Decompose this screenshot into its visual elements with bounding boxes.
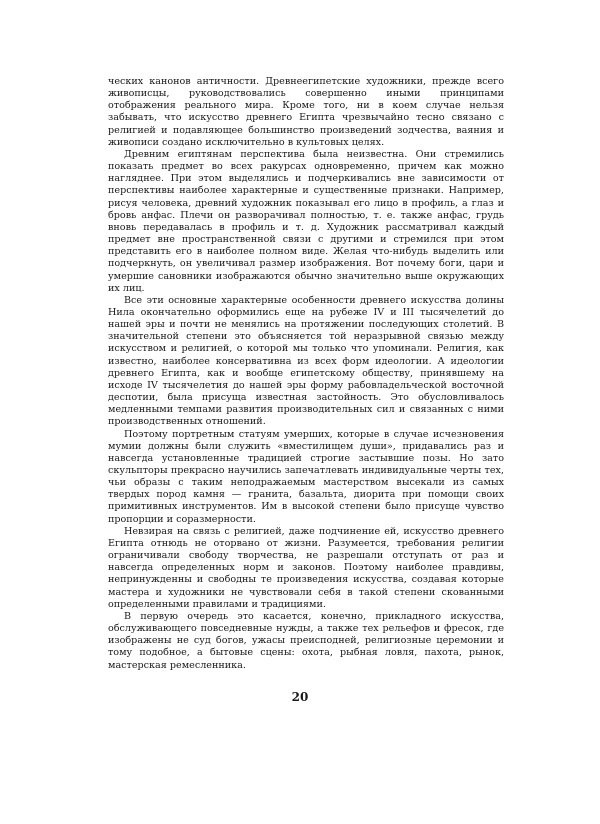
page-number: 20	[291, 690, 309, 704]
paragraph-3: Все эти основные характерные особенности древнего искусства долины Нила окончательно оформились еще на рубеже IV и III тысячелетий до нашей эры и почти не менялись на протяжении последующих столетий. В значительной степени это объясняется той неразрывной связью между искусством и религией, о которой мы только что упоминали. Религия, как известно, наиболее консервативна из всех форм идеологии. А идеологии древнего Египта, как и вообще египетскому обществу, принявшему на исходе IV тысячелетия до нашей эры форму рабовладельческой восточной деспотии, была присуща известная застойность. Это обусловливалось медленными темпами развития производительных сил и связанных с ними производственных отношений.	[108, 294, 504, 428]
paragraph-6: В первую очередь это касается, конечно, прикладного искусства, обслуживающего повседневные нужды, а также тех рельефов и фресок, где изображены не суд богов, ужасы преисподней, религиозные церемонии и тому подобное, а бытовые сцены: охота, рыбная ловля, пахота, рынок, мастерская ремесленника.	[108, 610, 504, 671]
paragraph-4: Поэтому портретным статуям умерших, которые в случае исчезновения мумии должны были служить «вместилищем души», придавались раз и навсегда установленные традицией строгие застывшие позы. Но зато скульпторы прекрасно научились запечатлевать индивидуальные черты тех, чьи образы с таким неподражаемым мастерством высекали из самых твердых пород камня — гранита, базальта, диорита при помощи своих примитивных инструментов. Им в высокой степени было присуще чувство пропорции и соразмерности.	[108, 428, 504, 525]
paragraph-5: Невзирая на связь с религией, даже подчинение ей, искусство древнего Египта отнюдь не оторвано от жизни. Разумеется, требования религии ограничивали свободу творчества, не разрешали отступать от раз и навсегда определенных норм и законов. Поэтому наиболее правдивы, непринужденны и свободны те произведения искусства, создавая которые мастера и художники не чувствовали себя в такой степени скованными определенными правилами и традициями.	[108, 525, 504, 610]
paragraph-2: Древним египтянам перспектива была неизвестна. Они стремились показать предмет во всех ракурсах одновременно, причем как можно нагляднее. При этом выделялись и подчеркивались вне зависимости от перспективы наиболее характерные и существенные признаки. Например, рисуя человека, древний художник показывал его лицо в профиль, а глаз и бровь анфас. Плечи он разворачивал полностью, т. е. также анфас, грудь вновь передавалась в профиль и т. д. Художник рассматривал каждый предмет вне пространственной связи с другими и стремился при этом представить его в наиболее полном виде. Желая что-нибудь выделить или подчеркнуть, он увеличивал размер изображения. Вот почему боги, цари и умершие сановники изображаются обычно значительно выше окружающих их лиц.	[108, 148, 504, 294]
paragraph-1: ческих канонов античности. Древнеегипетские художники, прежде всего живописцы, руководствовались совершенно иными принципами отображения реального мира. Кроме того, ни в коем случае нельзя забывать, что искусство древнего Египта чрезвычайно тесно связано с религией и подавляющее большинство произведений зодчества, ваяния и живописи создано исключительно в культовых целях.	[108, 76, 504, 148]
body-text	[108, 76, 504, 672]
